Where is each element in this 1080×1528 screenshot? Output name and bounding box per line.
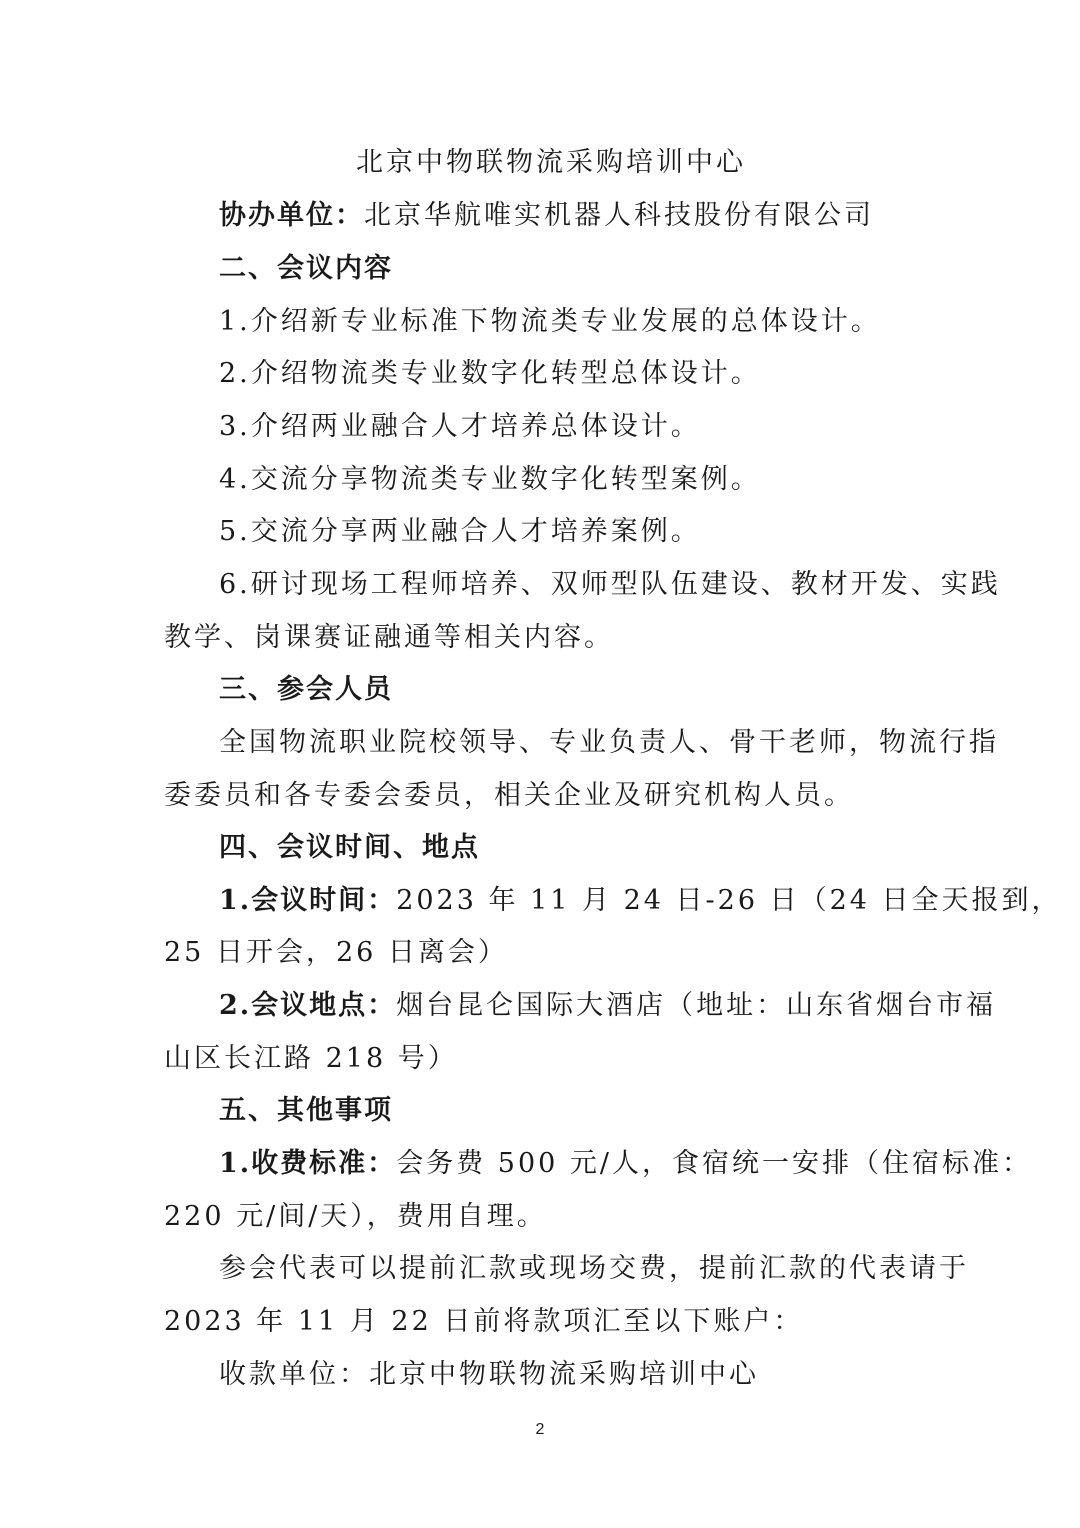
content-item-1: 1.介绍新专业标准下物流类专业发展的总体设计。 bbox=[219, 306, 881, 337]
fee-line bbox=[0, 1146, 1080, 1182]
section-heading-other: 五、其他事项 bbox=[219, 1095, 393, 1126]
co-organizer-value: 北京华航唯实机器人科技股份有限公司 bbox=[364, 200, 874, 231]
meeting-time-value: 2023 年 11 月 24 日-26 日（24 日全天报到， bbox=[396, 885, 1062, 916]
fee-label: 1.收费标准： bbox=[219, 1148, 397, 1179]
meeting-place-line2: 山区长江路 218 号） bbox=[164, 1043, 458, 1074]
content-item-6-line1: 6.研讨现场工程师培养、双师型队伍建设、教材开发、实践 bbox=[219, 569, 1001, 600]
section-heading-content: 二、会议内容 bbox=[219, 253, 393, 284]
payee-line: 收款单位：北京中物联物流采购培训中心 bbox=[219, 1359, 759, 1390]
payment-line2: 2023 年 11 月 22 日前将款项汇至以下账户： bbox=[164, 1306, 804, 1337]
co-organizer-label: 协办单位： bbox=[219, 200, 364, 231]
content-item-2: 2.介绍物流类专业数字化转型总体设计。 bbox=[219, 358, 761, 389]
content-item-4: 4.交流分享物流类专业数字化转型案例。 bbox=[219, 464, 761, 495]
payment-line1: 参会代表可以提前汇款或现场交费，提前汇款的代表请于 bbox=[219, 1253, 969, 1284]
meeting-place-value: 烟台昆仑国际大酒店（地址：山东省烟台市福 bbox=[396, 990, 997, 1021]
meeting-time-line2: 25 日开会，26 日离会） bbox=[164, 937, 508, 968]
section-heading-time-place: 四、会议时间、地点 bbox=[219, 832, 480, 863]
attendees-line1: 全国物流职业院校领导、专业负责人、骨干老师，物流行指 bbox=[219, 727, 999, 758]
content-item-6-line2: 教学、岗课赛证融通等相关内容。 bbox=[164, 622, 614, 653]
content-item-3: 3.介绍两业融合人才培养总体设计。 bbox=[219, 411, 701, 442]
content-item-5: 5.交流分享两业融合人才培养案例。 bbox=[219, 516, 701, 547]
co-organizer-line bbox=[0, 198, 1080, 234]
organizer-line: 北京中物联物流采购培训中心 bbox=[356, 147, 746, 178]
meeting-time-label: 1.会议时间： bbox=[219, 885, 397, 916]
meeting-time-line bbox=[0, 883, 1080, 919]
meeting-place-label: 2.会议地点： bbox=[219, 990, 397, 1021]
meeting-place-line bbox=[0, 988, 1080, 1024]
page-number: 2 bbox=[535, 1421, 545, 1438]
fee-line2: 220 元/间/天），费用自理。 bbox=[164, 1201, 547, 1232]
attendees-line2: 委委员和各专委会委员，相关企业及研究机构人员。 bbox=[164, 780, 854, 811]
fee-value: 会务费 500 元/人，食宿统一安排（住宿标准： bbox=[396, 1148, 1032, 1179]
section-heading-attendees: 三、参会人员 bbox=[219, 674, 393, 705]
